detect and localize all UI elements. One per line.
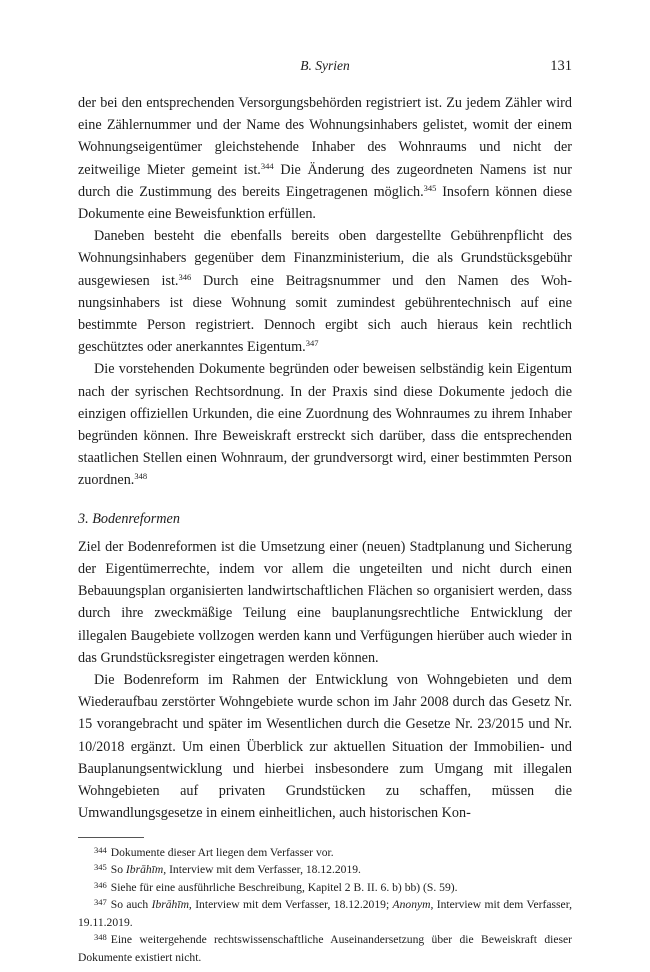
footnote-number: 348	[94, 932, 107, 943]
paragraph: Die Bodenreform im Rahmen der Entwicklung von Wohngebieten und dem Wiederaufbau zerstörter Wohngebiete wurde schon im Jahr 2008 durch das Gesetz Nr. 15 vorangebracht und später im Wesentlichen durch die Gesetze Nr. 23/2015 und Nr. 10/2018 ergänzt. Um einen Überblick zur aktuellen Situation der Immobilien- und Bauplanungsentwicklung und hierbei insbesondere zum Umgang mit illegalen Wohngebieten auf privaten Grundstücken zu schaffen, müssen die Umwandlungsgesetze in einem einheitlichen, auch historischen Kon-	[78, 672, 572, 822]
page-number: 131	[550, 58, 572, 74]
footnote-ref[interactable]: 346	[178, 271, 192, 282]
footnote-divider	[78, 837, 144, 838]
footnote-number: 344	[94, 844, 107, 855]
footnote-number: 347	[94, 897, 107, 908]
footnote-ref[interactable]: 344	[260, 160, 274, 171]
footnote: $^{346}$ Siehe für eine ausführliche Beschreibung, Kapitel 2 B. II. 6. b) bb) (S. 59).	[94, 879, 458, 894]
footnotes	[78, 844, 572, 967]
footnote-ref[interactable]: 348	[134, 471, 148, 482]
section-heading: 3. Bodenreformen	[78, 510, 180, 527]
footnote-ref[interactable]: 345	[423, 182, 437, 193]
footnote: $^{344}$ Dokumente dieser Art liegen dem Verfasser vor.	[94, 844, 334, 859]
paragraph: Die vorstehenden Dokumente begründen oder beweisen selbständig kein Eigentum nach der syrischen Rechtsordnung. In der Praxis sind diese Dokumente jedoch die einzigen offiziellen Urkunden, die eine Zuordnung des Wohnraumes zu ihrem Inhaber begründen können. Ihre Beweiskraft erstreckt sich darüber, dass die entsprechenden staatlichen Stellen einen Wohnraum, der grundversorgt wird, einer bestimmten Person zuordnen.$^{348}$	[78, 361, 572, 489]
body-text	[78, 92, 572, 967]
paragraph: Ziel der Bodenreformen ist die Umsetzung einer (neuen) Stadtplanung und Sicherung der Eigentümerrechte, indem vor allem die ungeteilten und nicht durch einen Bebauungsplan organisierten landwirtschaftlichen Flächen so organisiert werden, dass durch ihre zweckmäßige Teilung eine bauplanungsrechtliche Entwicklung der illegalen Baugebiete vollzogen werden kann und Verfügungen hierüber auch wieder in das Grundstücksregister eingetragen werden können.	[78, 538, 572, 666]
footnote: $^{345}$ So Ibrāhīm, Interview mit dem Verfasser, 18.12.2019.	[94, 862, 361, 877]
page-header	[78, 58, 572, 80]
paragraph: der bei den entsprechenden Versorgungsbehörden registriert ist. Zu jedem Zähler wird eine Zählernummer und der Name des Wohnungsinhabers gelistet, womit der einem Wohnungseigentümer gleichstehende Inhaber des Wohnraums und nicht der zeitweilige Mieter gemeint ist.$^{344}$ Die Änderung des zugeordneten Namens ist nur durch die Zustimmung des bereits Eingetragenen möglich.$^{345}$ Insofern können diese Dokumente eine Beweisfunktion erfüllen.	[78, 95, 572, 223]
footnote-number: 346	[94, 879, 107, 890]
footnote-ref[interactable]: 347	[305, 338, 319, 349]
paragraph: Daneben besteht die ebenfalls bereits oben dargestellte Gebührenpflicht des Wohnungsinhabers gegenüber dem Finanzministerium, die als Grundstücksgebühr ausgewiesen ist.$^{346}$ Durch eine Beitragsnummer und den Namen des Wohnungsinhabers ist diese Wohnung somit zumindest gebührentechnisch auf eine bestimmte Person registriert. Dennoch ergibt sich auch hieraus kein rechtlich geschütztes oder anerkanntes Eigentum.$^{347}$	[78, 228, 573, 356]
footnote-number: 345	[94, 862, 107, 873]
running-head: B. Syrien	[300, 58, 350, 73]
footnote: $^{347}$ So auch Ibrāhīm, Interview mit dem Verfasser, 18.12.2019; Anonym, Interview mit dem Verfasser, 19.11.2019.	[78, 897, 572, 929]
footnote: $^{348}$ Eine weitergehende rechtswissenschaftliche Auseinandersetzung über die Beweiskraft dieser Dokumente existiert nicht.	[78, 932, 572, 965]
